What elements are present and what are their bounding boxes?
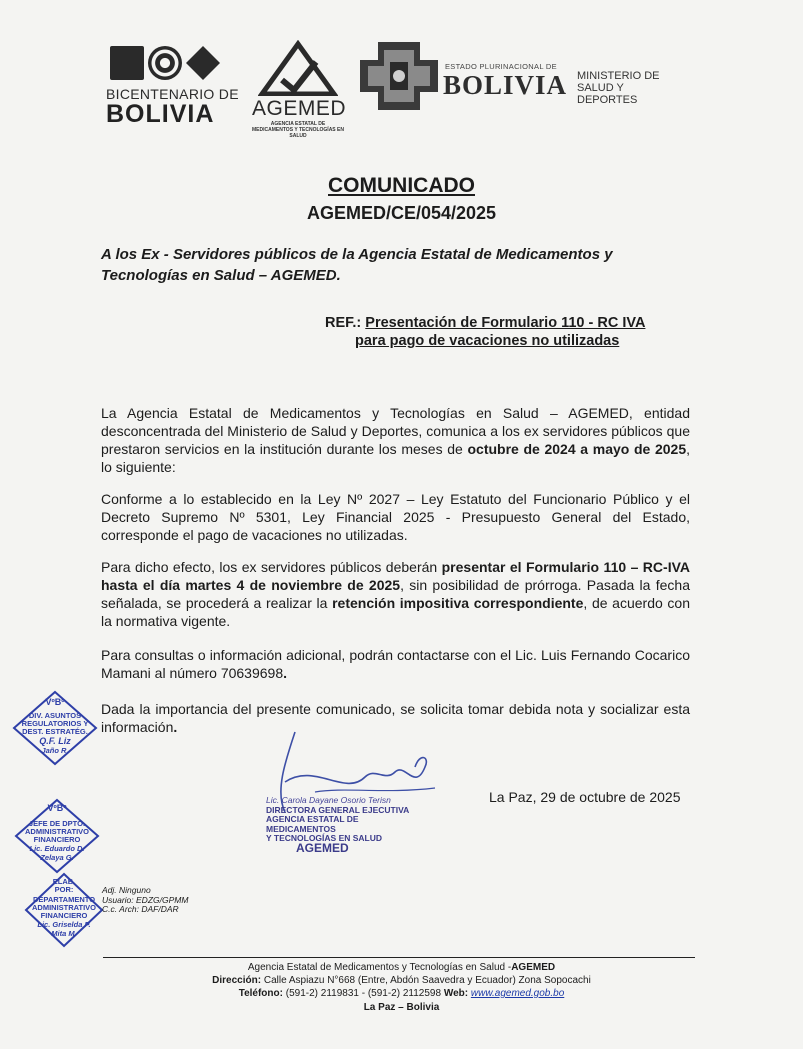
- stamp3-line: DEPARTAMENTO: [32, 895, 96, 904]
- signatory-title: DIRECTORA GENERAL EJECUTIVA: [266, 804, 410, 815]
- paragraph-deadline-text: Para dicho efecto, los ex servidores públicos deberán: [101, 559, 442, 575]
- paragraph-deadline-end: , de acuerdo con la normativa vigente.: [101, 595, 691, 629]
- elaboration-stamp: [24, 872, 104, 948]
- paragraph-deadline: [101, 558, 690, 630]
- bicentenario-bolivia: BOLIVIA: [106, 100, 215, 128]
- paragraph-closing-end: .: [173, 719, 178, 735]
- footer-phone-value: (591-2) 2119831 - (591-2) 2112598: [285, 988, 442, 999]
- stamp1-line: Jaño R.: [41, 746, 69, 755]
- footer-city: La Paz – Bolivia: [363, 1002, 440, 1013]
- paragraph-contact-end: .: [283, 665, 288, 681]
- ministerio-label: MINISTERIO DE SALUD Y DEPORTES: [577, 70, 660, 106]
- estado-bolivia-wordmark: BOLIVIA: [443, 70, 568, 100]
- stamp3-line: FINANCIERO: [40, 911, 88, 920]
- reference-subject-line2: para pago de vacaciones no utilizadas: [355, 333, 620, 349]
- footer-agency-short: AGEMED: [511, 962, 556, 973]
- stamp1-line: Q.F. Liz: [39, 736, 71, 746]
- signature-block: [266, 796, 426, 853]
- paragraph-intro-end: , lo siguiente:: [101, 441, 691, 475]
- footer-address: [0, 974, 803, 987]
- recipient-line: A los Ex - Servidores públicos de la Agencia Estatal de Medicamentos y Tecnologías en Salud – AGEMED.: [101, 246, 613, 284]
- bicentenario-spiral-icon: [148, 46, 182, 80]
- paragraph-closing-text: Dada la importancia del presente comunicado, se solicita tomar debida nota y socializar esta información: [101, 701, 690, 735]
- footer-phone-label: Teléfono:: [238, 988, 283, 999]
- footer-agency-text: Agencia Estatal de Medicamentos y Tecnologías en Salud -: [247, 962, 512, 973]
- paragraph-legal-basis: Conforme a lo establecido en la Ley Nº 2027 – Ley Estatuto del Funcionario Público y el Decreto Supremo Nº 5301, Ley Financial 2025 - Presupuesto General del Estado, corresponde el pago de vacaciones no utilizadas.: [101, 491, 690, 543]
- signatory-agency-short: AGEMED: [296, 840, 349, 855]
- agemed-logo-name: AGEMED: [252, 97, 347, 120]
- stamp2-line: JEFE DE DPTO.: [28, 819, 86, 828]
- stamp2-line: Lic. Eduardo D.: [29, 844, 85, 853]
- document-references: [102, 886, 188, 915]
- estado-plurinacional-emblem-icon: [360, 42, 438, 110]
- stamp3-line: ELAB.: [52, 877, 76, 886]
- reference-block: [325, 314, 685, 350]
- ref-attachments: Adj. Ninguno: [102, 885, 151, 895]
- reference-label: REF.:: [325, 315, 362, 331]
- paragraph-intro-text: La Agencia Estatal de Medicamentos y Tecnologías en Salud – AGEMED, entidad desconcentrada del Ministerio de Salud y Deportes, comunica a los ex servidores públicos que prestaron servicios en la institución durante los meses de: [101, 405, 690, 457]
- approval-stamp-asuntos-regulatorios: [12, 690, 98, 766]
- ref-cc: C.c. Arch: DAF/DAR: [102, 904, 179, 914]
- paragraph-intro: [101, 404, 690, 476]
- footer-agency: [0, 961, 803, 974]
- paragraph-intro-period: octubre de 2024 a mayo de 2025: [467, 441, 687, 457]
- signatory-name: Lic. Carola Dayane Osorio Terisn: [266, 795, 391, 805]
- signatory-agency-line1: AGENCIA ESTATAL DE MEDICAMENTOS: [266, 814, 359, 834]
- stamp1-line: REGULATORIOS Y: [21, 719, 89, 728]
- paragraph-contact-text: Para consultas o información adicional, podrán contactarse con el Lic. Luis Fernando Cocarico Mamani al número 70639698: [101, 647, 690, 681]
- stamp3-line: POR:: [54, 885, 74, 894]
- bicentenario-glyph-icon: [110, 46, 144, 80]
- stamp2-line: VºBº: [47, 803, 67, 813]
- paragraph-contact: [101, 646, 690, 682]
- agemed-triangle-icon: [258, 40, 338, 96]
- bicentenario-chakana-icon: [186, 46, 220, 80]
- stamp2-line: ADMINISTRATIVO: [24, 827, 90, 836]
- stamp1-line: VºBº: [45, 697, 65, 707]
- stamp2-line: FINANCIERO: [33, 835, 81, 844]
- document-code: AGEMED/CE/054/2025: [306, 203, 497, 223]
- stamp3-line: Mita M.: [51, 929, 77, 938]
- agemed-logo-subtitle: AGENCIA ESTATAL DE MEDICAMENTOS Y TECNOLOGÍAS EN SALUD: [252, 121, 344, 139]
- stamp2-line: Zelaya G.: [40, 853, 74, 862]
- estado-plurinacional-label: ESTADO PLURINACIONAL DE: [445, 62, 557, 71]
- footer-web-link[interactable]: www.agemed.gob.bo: [470, 988, 565, 999]
- agemed-logo: [252, 40, 347, 139]
- approval-stamp-administrativo: [14, 798, 100, 874]
- ref-user: Usuario: EDZG/GPMM: [102, 894, 189, 905]
- footer-address-value: Calle Aspiazu N°668 (Entre, Abdón Saavedra y Ecuador) Zona Sopocachi: [263, 975, 591, 986]
- footer-address-label: Dirección:: [212, 975, 262, 986]
- footer-web-label: Web:: [443, 988, 469, 999]
- bicentenario-emblem-icons: [110, 46, 220, 80]
- paragraph-deadline-date: presentar el Formulario 110 – RC-IVA hasta el día martes 4 de noviembre de 2025: [101, 559, 690, 593]
- stamp1-line: DEST. ESTRATÉG.: [22, 727, 88, 736]
- signatory-agency-line2: Y TECNOLOGÍAS EN SALUD: [266, 833, 383, 843]
- stamp1-line: DIV. ASUNTOS: [28, 711, 82, 720]
- paragraph-deadline-retention: retención impositiva correspondiente: [332, 595, 584, 611]
- place-date: La Paz, 29 de octubre de 2025: [489, 789, 681, 805]
- stamp3-line: Lic. Griselda P.: [37, 920, 91, 929]
- reference-subject-line1: Presentación de Formulario 110 - RC IVA: [365, 315, 646, 331]
- document-title: COMUNICADO: [328, 174, 475, 197]
- stamp3-line: ADMINISTRATIVO: [31, 903, 97, 912]
- footer-contact: [0, 987, 803, 1000]
- footer-divider: [103, 957, 695, 958]
- bicentenario-label: BICENTENARIO DE: [106, 86, 239, 102]
- paragraph-deadline-text2: , sin posibilidad de prórroga. Pasada la fecha señalada, se procederá a realizar la: [101, 577, 690, 611]
